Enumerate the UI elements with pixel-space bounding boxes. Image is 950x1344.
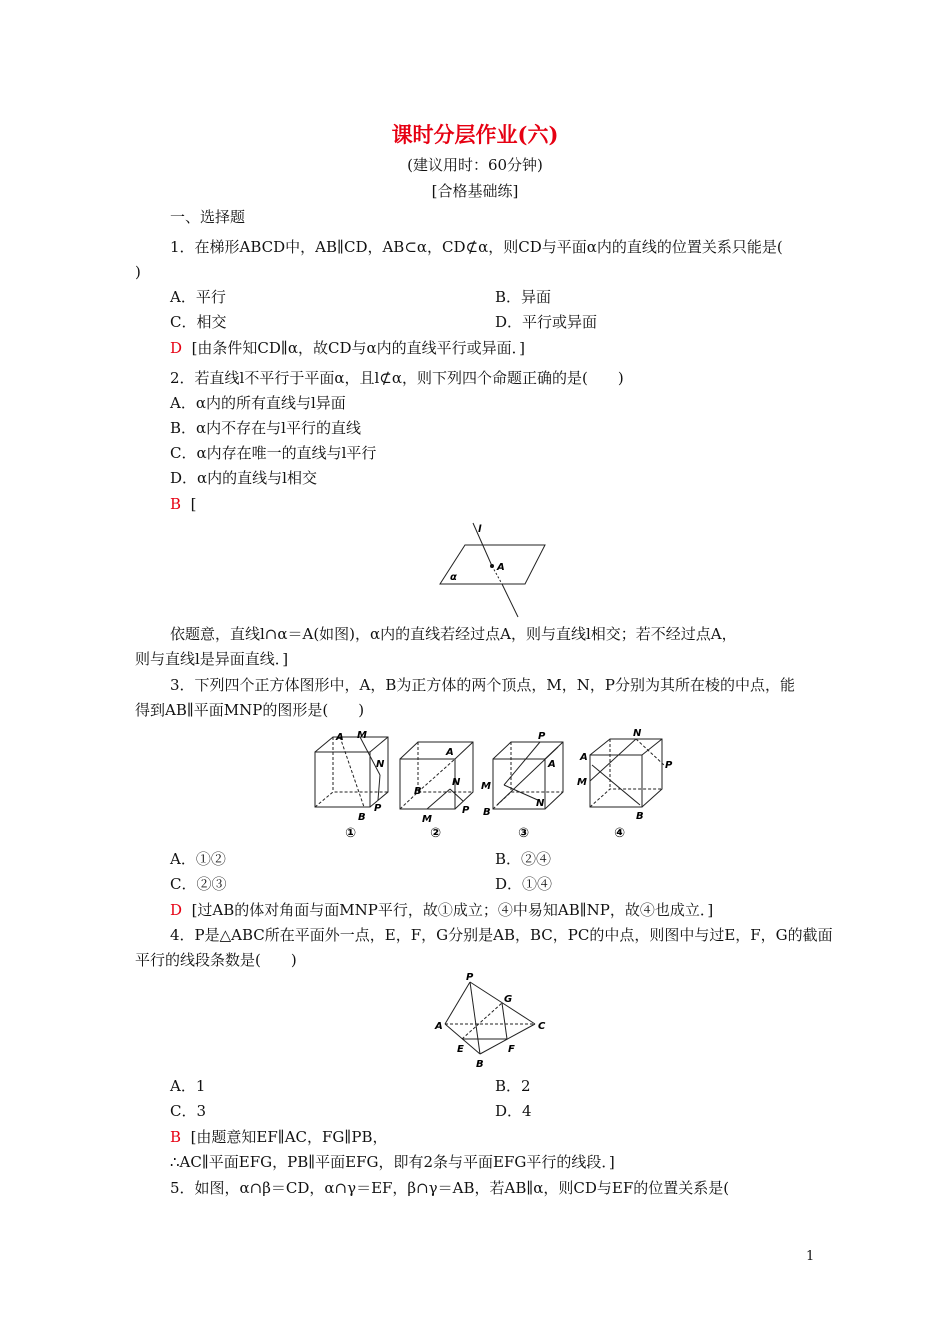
svg-text:A: A (446, 747, 454, 758)
svg-text:B: B (483, 807, 491, 818)
q2-option-c: C．α内存在唯一的直线与l平行 (170, 444, 377, 462)
q4-option-d: D．4 (495, 1102, 532, 1120)
cube-2 (400, 742, 473, 809)
q3-option-d: D．①④ (495, 875, 553, 893)
q1-option-c: C．相交 (170, 313, 227, 331)
section-heading: 一、选择题 (170, 208, 246, 226)
q3-stem-line2: 得到AB∥平面MNP的图形是( ) (135, 701, 365, 719)
svg-text:P: P (462, 805, 470, 816)
q4-figure (430, 972, 555, 1072)
page-title: 课时分层作业(六) (391, 122, 559, 147)
time-note: (建议用时：60分钟) (407, 156, 543, 174)
svg-text:P: P (538, 731, 546, 742)
svg-text:C: C (538, 1021, 546, 1032)
q2-stem: 2．若直线l不平行于平面α，且l⊄α，则下列四个命题正确的是( ) (170, 369, 624, 387)
svg-text:M: M (577, 777, 587, 788)
label-alpha: α (450, 572, 457, 583)
svg-text:G: G (504, 994, 513, 1005)
q1-explanation: [由条件知CD∥α，故CD与α内的直线平行或异面．] (191, 339, 525, 357)
q4-answer: B (170, 1128, 182, 1146)
q4-explanation-line2: ∴AC∥平面EFG，PB∥平面EFG，即有2条与平面EFG平行的线段．] (170, 1153, 615, 1171)
svg-text:A: A (548, 759, 556, 770)
caption-2: ② (430, 826, 442, 841)
svg-text:B: B (476, 1059, 484, 1070)
q1-answer: D (170, 339, 183, 357)
svg-text:A: A (435, 1021, 443, 1032)
caption-1: ① (345, 826, 357, 841)
q4-stem-line1: 4．P是△ABC所在平面外一点，E，F，G分别是AB，BC，PC的中点，则图中与过E，F，G的截面 (170, 926, 833, 944)
svg-text:N: N (376, 759, 385, 770)
q1-option-a: A．平行 (170, 288, 226, 306)
cube-4 (590, 739, 664, 807)
svg-text:M: M (357, 730, 367, 741)
q1-option-b: B．异面 (495, 288, 552, 306)
svg-text:A: A (580, 752, 588, 763)
q2-answer-row (170, 493, 196, 515)
level-heading: [合格基础练] (431, 182, 519, 200)
q2-answer: B (170, 495, 182, 513)
q3-answer-row (170, 899, 713, 921)
svg-text:N: N (536, 798, 545, 809)
caption-4: ④ (614, 826, 626, 841)
cube-3 (493, 742, 563, 809)
q4-explanation-line1: [由题意知EF∥AC，FG∥PB， (190, 1128, 388, 1146)
q4-option-a: A．1 (170, 1077, 206, 1095)
q3-option-c: C．②③ (170, 875, 227, 893)
q2-option-a: A．α内的所有直线与l异面 (170, 394, 346, 412)
q3-option-b: B．②④ (495, 850, 552, 868)
q2-explanation-line2: 则与直线l是异面直线．] (135, 650, 289, 668)
svg-text:M: M (481, 781, 491, 792)
q3-figures (300, 727, 680, 842)
q3-answer: D (170, 901, 183, 919)
q2-explanation-line1: 依题意，直线l∩α＝A(如图)，α内的直线若经过点A，则与直线l相交；若不经过点A， (170, 625, 737, 643)
q1-option-d: D．平行或异面 (495, 313, 598, 331)
label-l: l (478, 524, 482, 535)
svg-text:B: B (414, 786, 422, 797)
point-a (490, 564, 494, 568)
page-number: 1 (806, 1249, 815, 1264)
svg-text:B: B (358, 812, 366, 823)
q3-explanation: [过AB的体对角面与面MNP平行，故①成立；④中易知AB∥NP，故④也成立．] (191, 901, 714, 919)
q2-option-d: D．α内的直线与l相交 (170, 469, 317, 487)
q2-figure (430, 520, 560, 625)
svg-text:A: A (336, 732, 344, 743)
q1-stem-line2: ) (135, 263, 141, 281)
line-l-lower (502, 584, 518, 617)
q4-answer-row (170, 1126, 387, 1148)
svg-text:P: P (374, 803, 382, 814)
q3-option-a: A．①② (170, 850, 226, 868)
q4-option-c: C．3 (170, 1102, 207, 1120)
svg-text:F: F (508, 1044, 515, 1055)
svg-text:B: B (636, 811, 644, 822)
cube-1 (315, 737, 388, 807)
svg-text:M: M (422, 814, 432, 825)
svg-text:N: N (452, 777, 461, 788)
svg-text:E: E (457, 1044, 464, 1055)
q4-stem-line2: 平行的线段条数是( ) (135, 951, 297, 969)
svg-text:P: P (466, 972, 474, 983)
q2-answer-bracket: [ (190, 495, 197, 513)
q1-answer-row (170, 337, 525, 359)
q1-stem-line1: 1．在梯形ABCD中，AB∥CD，AB⊂α，CD⊄α，则CD与平面α内的直线的位置关系只能是( (170, 238, 783, 256)
q4-option-b: B．2 (495, 1077, 531, 1095)
svg-text:P: P (665, 760, 673, 771)
q2-option-b: B．α内不存在与l平行的直线 (170, 419, 361, 437)
label-a: A (497, 562, 505, 573)
q5-stem: 5．如图，α∩β＝CD，α∩γ＝EF，β∩γ＝AB，若AB∥α，则CD与EF的位置关系是( (170, 1179, 730, 1197)
q3-stem-line1: 3．下列四个正方体图形中，A，B为正方体的两个顶点，M，N，P分别为其所在棱的中点，能 (170, 676, 795, 694)
caption-3: ③ (518, 826, 530, 841)
svg-text:N: N (633, 728, 642, 739)
